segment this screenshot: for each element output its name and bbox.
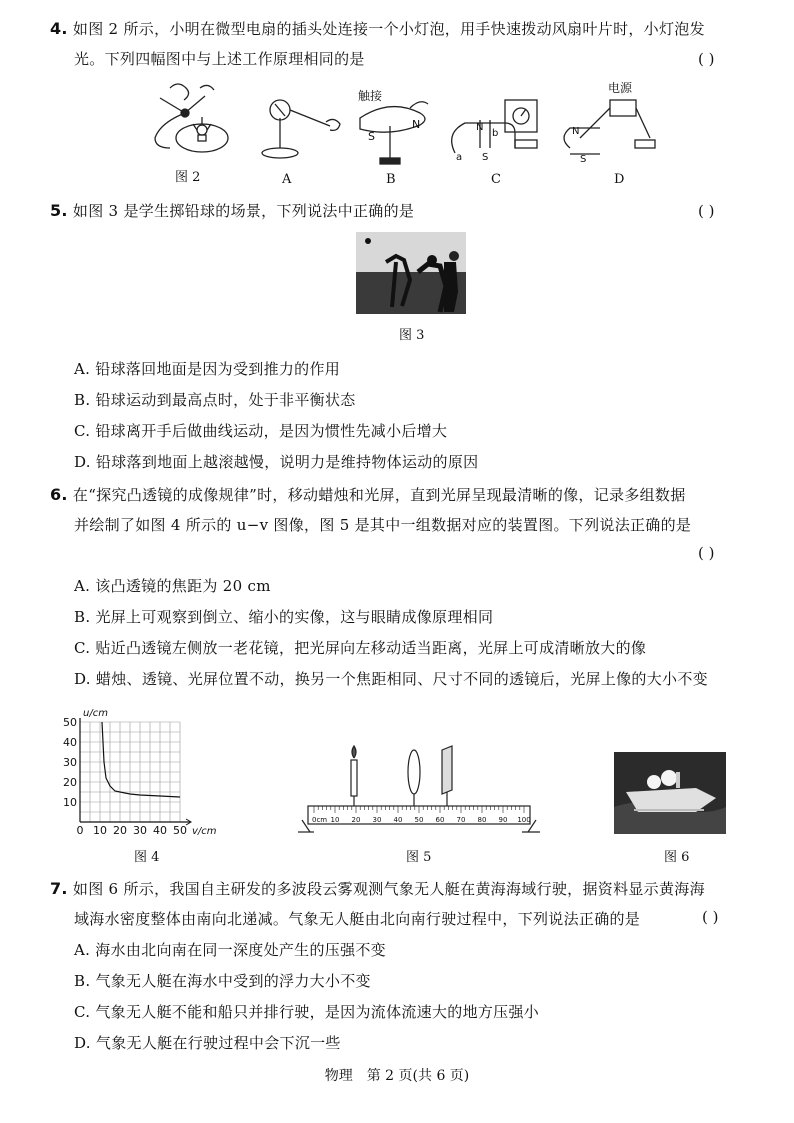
- ruler-tick-label: 100: [517, 816, 531, 824]
- x-tick-label: 50: [173, 824, 187, 837]
- uv-curve: [102, 722, 180, 797]
- option-a-illustration: [262, 100, 340, 158]
- option-c-illustration: [452, 100, 537, 163]
- c-a-label: a: [456, 152, 463, 163]
- q6-option-b: B. 光屏上可观察到倒立、缩小的实像，这与眼睛成像原理相同: [74, 608, 494, 626]
- ruler-tick-label: 30: [372, 816, 382, 824]
- x-tick-label: 10: [93, 824, 107, 837]
- q7-option-b: B. 气象无人艇在海水中受到的浮力大小不变: [74, 972, 371, 990]
- fig5-optical-bench: [292, 740, 544, 836]
- q7-answer-paren: ( ): [702, 908, 719, 926]
- x-tick-label: 20: [113, 824, 127, 837]
- y-tick-label: 30: [63, 756, 77, 769]
- y-tick-label: 10: [63, 796, 77, 809]
- q5-stem-line: [50, 200, 414, 222]
- fig3-caption: 图 3: [399, 328, 425, 343]
- fig3-shot-put-photo: [356, 232, 466, 314]
- q4-number: 4.: [50, 19, 68, 38]
- ruler-tick-label: 80: [477, 816, 487, 824]
- q6-line1: [50, 484, 686, 506]
- q6-text-2: 并绘制了如图 4 所示的 u−v 图像，图 5 是其中一组数据对应的装置图。下列说法正确的是: [74, 516, 692, 534]
- y-tick-label: 40: [63, 736, 77, 749]
- option-d-illustration: [564, 80, 655, 165]
- q5-option-b: B. 铅球运动到最高点时，处于非平衡状态: [74, 391, 356, 409]
- q7-option-d: D. 气象无人艇在行驶过程中会下沉一些: [74, 1034, 341, 1052]
- option-d-caption: D: [614, 172, 625, 187]
- q6-option-c: C. 贴近凸透镜左侧放一老花镜，把光屏向左移动适当距离，光屏上可成清晰放大的像: [74, 639, 647, 657]
- touch-label: 触接: [358, 89, 383, 103]
- q5-answer-paren: ( ): [698, 202, 715, 220]
- q6-option-a: A. 该凸透镜的焦距为 20 cm: [74, 577, 271, 595]
- q4-text-1: 如图 2 所示，小明在微型电扇的插头处连接一个小灯泡，用手快速拨动风扇叶片时，小灯泡发: [72, 20, 705, 38]
- q5-stem: 如图 3 是学生掷铅球的场景，下列说法中正确的是: [72, 202, 415, 220]
- option-a-caption: A: [282, 172, 292, 187]
- page-footer: 物理 第 2 页(共 6 页): [324, 1068, 470, 1084]
- y-tick-label: 20: [63, 776, 77, 789]
- light-screen-icon: [442, 746, 452, 806]
- q6-answer-paren: ( ): [698, 544, 715, 562]
- fig6-caption: 图 6: [664, 850, 690, 865]
- b-s-pole-label: S: [368, 130, 375, 143]
- ruler-unit-label: 0cm: [312, 816, 328, 824]
- q7-option-c: C. 气象无人艇不能和船只并排行驶，是因为流体流速大的地方压强小: [74, 1003, 540, 1021]
- q4-answer-paren: ( ): [698, 50, 715, 68]
- fig4-curve: [102, 722, 180, 797]
- d-n-pole-label: N: [572, 126, 580, 137]
- power-label: 电源: [608, 81, 633, 95]
- ruler-tick-label: 20: [351, 816, 361, 824]
- q7-option-a: A. 海水由北向南在同一深度处产生的压强不变: [74, 941, 386, 959]
- option-b-illustration: [358, 88, 428, 164]
- q6-number: 6.: [50, 485, 68, 504]
- fig5-caption: 图 5: [406, 850, 432, 865]
- ruler-tick-label: 60: [435, 816, 445, 824]
- x-tick-label: 40: [153, 824, 167, 837]
- y-axis-label: u/cm: [83, 708, 108, 719]
- convex-lens-icon: [408, 750, 420, 806]
- fig4-grid: [80, 722, 180, 822]
- fig4-axes: [80, 718, 191, 825]
- q7-number: 7.: [50, 879, 68, 898]
- ruler-tick-label: 10: [330, 816, 340, 824]
- q7-text-1: 如图 6 所示，我国自主研发的多波段云雾观测气象无人艇在黄海海域行驶，据资料显示黄海海: [72, 880, 705, 898]
- candle-icon: [351, 746, 357, 806]
- fig4-uv-chart: [60, 702, 230, 840]
- x-tick-label: 30: [133, 824, 147, 837]
- b-n-pole-label: N: [412, 118, 421, 131]
- ruler-tick-label: 90: [498, 816, 508, 824]
- q5-number: 5.: [50, 201, 68, 220]
- q4-text-2: 光。下列四幅图中与上述工作原理相同的是: [74, 50, 365, 68]
- d-s-pole-label: S: [580, 154, 587, 165]
- c-s-pole-label: S: [482, 152, 489, 163]
- y-tick-label: 50: [63, 716, 77, 729]
- fig2-fan-bulb-illustration: [155, 84, 228, 152]
- option-b-caption: B: [386, 172, 396, 187]
- fig6-drone-boat-photo: [614, 752, 726, 834]
- x-tick-label: 0: [76, 824, 84, 837]
- c-n-pole-label: N: [476, 122, 484, 133]
- q6-text-1: 在“探究凸透镜的成像规律”时，移动蜡烛和光屏，直到光屏呈现最清晰的像，记录多组数据: [72, 486, 686, 504]
- q5-option-c: C. 铅球离开手后做曲线运动，是因为惯性先减小后增大: [74, 422, 448, 440]
- ruler-tick-label: 50: [414, 816, 424, 824]
- q6-option-d: D. 蜡烛、透镜、光屏位置不动，换另一个焦距相同、尺寸不同的透镜后，光屏上像的大小不变: [74, 670, 708, 688]
- ruler-tick-label: 40: [393, 816, 403, 824]
- c-b-label: b: [492, 128, 499, 139]
- fig4-caption: 图 4: [134, 850, 160, 865]
- ruler-tick-label: 70: [456, 816, 466, 824]
- q4-figures: [140, 78, 660, 168]
- option-c-caption: C: [491, 172, 501, 187]
- q4-line1: [50, 18, 705, 40]
- q7-line1: [50, 878, 705, 900]
- fig2-caption: 图 2: [175, 170, 201, 185]
- q5-option-a: A. 铅球落回地面是因为受到推力的作用: [74, 360, 341, 378]
- q7-text-2: 域海水密度整体由南向北递减。气象无人艇由北向南行驶过程中，下列说法正确的是: [74, 910, 641, 928]
- x-axis-label: v/cm: [192, 826, 217, 837]
- q5-option-d: D. 铅球落到地面上越滚越慢，说明力是维持物体运动的原因: [74, 453, 479, 471]
